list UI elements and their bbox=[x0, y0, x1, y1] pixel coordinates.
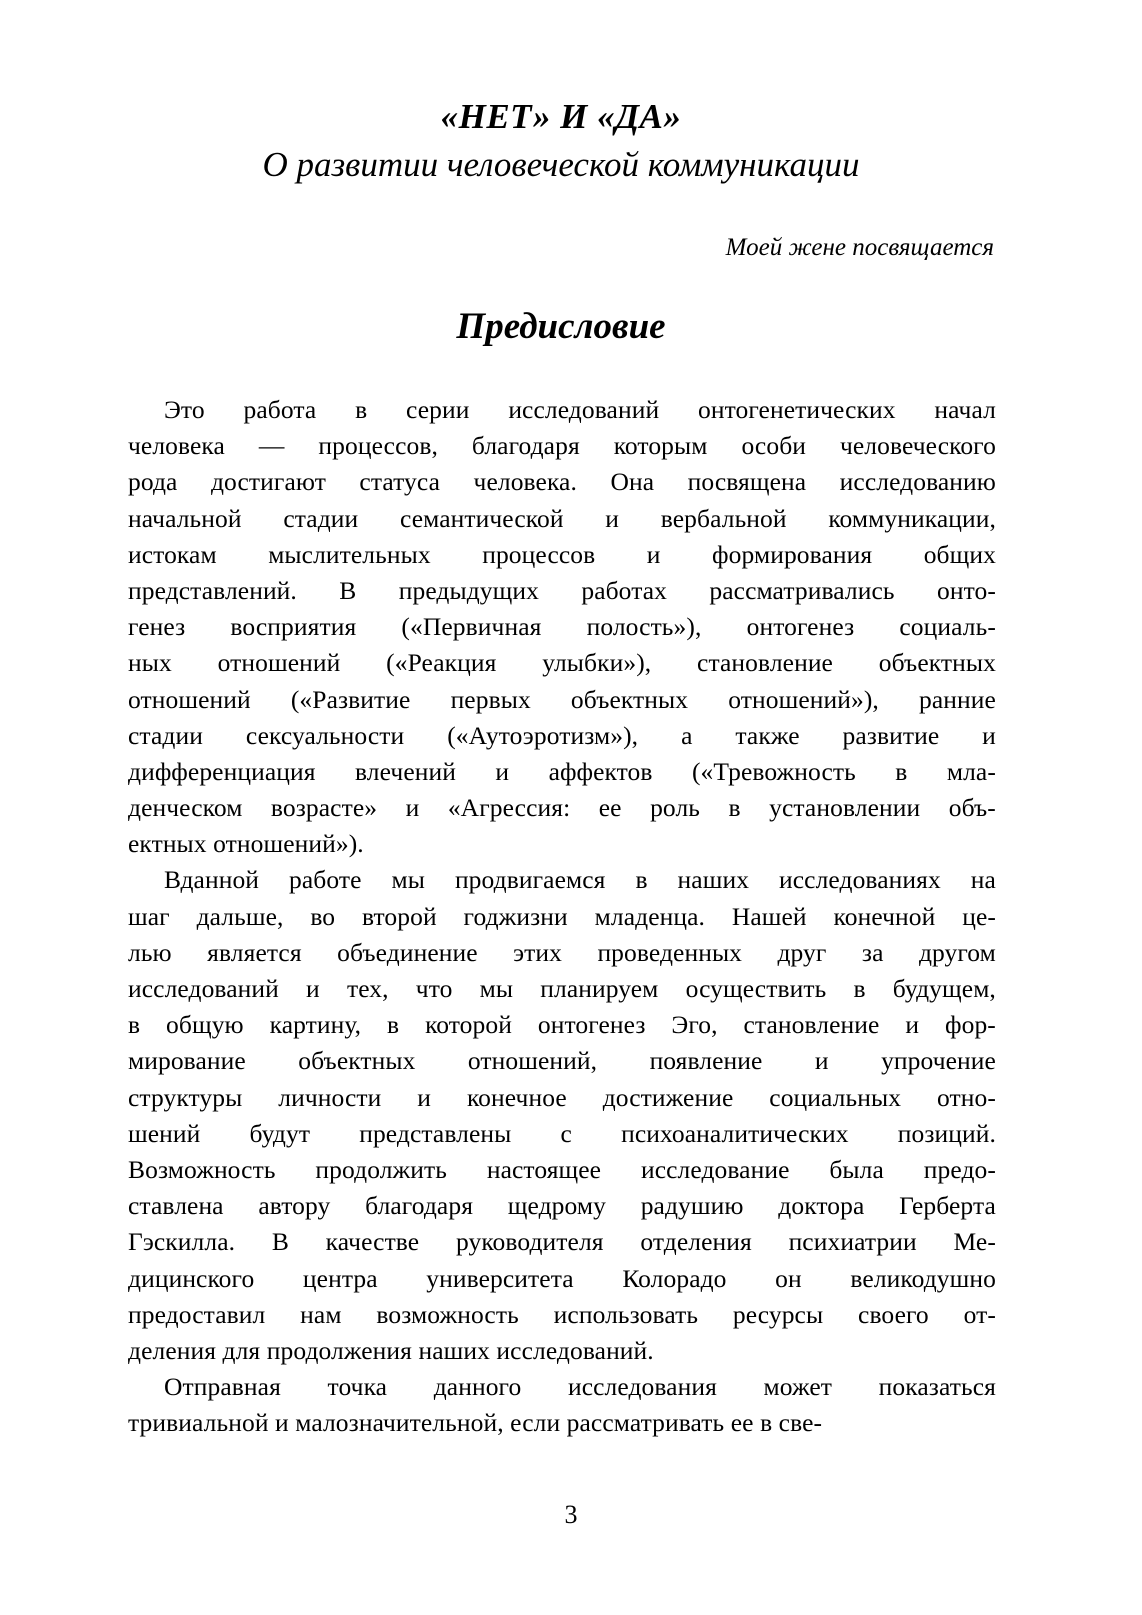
word: лью bbox=[128, 937, 172, 967]
word: ранние bbox=[919, 684, 996, 714]
word: продолжить bbox=[315, 1154, 447, 1184]
word: и bbox=[905, 1010, 920, 1040]
word: отношений bbox=[128, 684, 251, 714]
word: отношений»), bbox=[728, 684, 879, 714]
word: объектных bbox=[878, 648, 996, 678]
word: во bbox=[310, 901, 336, 931]
word: це- bbox=[962, 901, 996, 931]
word: исследований bbox=[128, 974, 279, 1003]
word: радушию bbox=[640, 1191, 744, 1221]
word: ных bbox=[128, 648, 172, 678]
word: университета bbox=[426, 1263, 574, 1293]
text-line bbox=[128, 392, 996, 428]
word: аффектов bbox=[548, 756, 653, 786]
word: с bbox=[560, 1118, 572, 1148]
word: денческом bbox=[128, 793, 243, 823]
word: была bbox=[829, 1154, 884, 1184]
word: восприятия bbox=[230, 612, 357, 642]
word: благодаря bbox=[471, 431, 580, 461]
text-line bbox=[128, 1007, 996, 1043]
word: стадии bbox=[283, 503, 359, 533]
word: развитие bbox=[842, 720, 940, 750]
word: появление bbox=[649, 1046, 763, 1076]
word: и bbox=[417, 1082, 432, 1112]
word: общих bbox=[923, 539, 996, 569]
word: второй bbox=[361, 901, 437, 931]
word: показаться bbox=[878, 1372, 996, 1402]
page-number: 3 bbox=[564, 1500, 578, 1529]
word: онтогенез bbox=[746, 612, 855, 642]
word: в bbox=[635, 865, 648, 895]
text-line bbox=[128, 464, 996, 500]
word: этих bbox=[513, 937, 562, 967]
word: тех, bbox=[346, 974, 389, 1003]
word: В bbox=[271, 1227, 289, 1257]
word: работа bbox=[243, 395, 317, 424]
word: настоящее bbox=[486, 1154, 602, 1184]
word: своего bbox=[858, 1299, 929, 1329]
word: мирование bbox=[128, 1046, 246, 1076]
word: сексуальности bbox=[245, 720, 405, 750]
word: («Аутоэротизм»), bbox=[447, 720, 639, 750]
word: в bbox=[728, 793, 741, 823]
word: работе bbox=[289, 865, 362, 895]
text-line bbox=[128, 935, 996, 971]
word: руководителя bbox=[455, 1227, 604, 1257]
word: отделения bbox=[640, 1227, 752, 1257]
word: Герберта bbox=[899, 1191, 996, 1221]
word: отношений bbox=[217, 648, 341, 678]
word: предоставил bbox=[128, 1299, 266, 1329]
word: фор- bbox=[944, 1010, 996, 1040]
word: исследованиях bbox=[779, 865, 941, 895]
word: и bbox=[306, 974, 320, 1003]
page-subtitle: О развитии человеческой коммуникации bbox=[262, 145, 860, 185]
word: в bbox=[355, 395, 368, 424]
word: Нашей bbox=[731, 901, 807, 931]
word: которым bbox=[613, 431, 708, 461]
word: может bbox=[763, 1372, 833, 1402]
word: исследованию bbox=[839, 467, 996, 497]
word: другом bbox=[918, 937, 996, 967]
word: будущем, bbox=[892, 974, 996, 1003]
word: и bbox=[814, 1046, 829, 1076]
word: («Развитие bbox=[290, 684, 411, 714]
paragraph bbox=[128, 1369, 996, 1441]
word: («Первичная bbox=[401, 612, 542, 642]
word: шений bbox=[128, 1118, 201, 1148]
word: благодаря bbox=[365, 1191, 474, 1221]
word: в bbox=[387, 1010, 400, 1040]
word: Она bbox=[610, 467, 655, 497]
word: статуса bbox=[359, 467, 441, 497]
word: шаг bbox=[128, 901, 170, 931]
word: онто- bbox=[937, 575, 996, 605]
word: и bbox=[646, 539, 661, 569]
word: будут bbox=[249, 1118, 311, 1148]
word: структуры bbox=[128, 1082, 243, 1112]
paragraph bbox=[128, 392, 996, 862]
word: личности bbox=[278, 1082, 382, 1112]
text-line bbox=[128, 718, 996, 754]
text-line bbox=[128, 971, 996, 1007]
word: особи bbox=[741, 431, 807, 461]
word: достигают bbox=[210, 467, 326, 497]
title-block bbox=[128, 96, 994, 187]
word: стадии bbox=[128, 720, 203, 750]
word: истокам bbox=[128, 539, 217, 569]
word: становление bbox=[697, 648, 833, 678]
word: исследования bbox=[567, 1372, 717, 1402]
word: Это bbox=[164, 395, 205, 424]
word: младенца. bbox=[594, 901, 705, 931]
word: ставлена bbox=[128, 1191, 224, 1221]
word: человеческого bbox=[839, 431, 996, 461]
word: улыбки»), bbox=[542, 648, 652, 678]
body-copy bbox=[128, 392, 996, 1441]
text-line bbox=[128, 1297, 996, 1333]
word: Колорадо bbox=[622, 1263, 727, 1293]
word: автору bbox=[258, 1191, 331, 1221]
word: в bbox=[853, 974, 866, 1003]
text-line bbox=[128, 573, 996, 609]
word: он bbox=[775, 1263, 802, 1293]
word: Вданной bbox=[164, 865, 260, 895]
word: Гэскилла. bbox=[128, 1227, 236, 1257]
word: начальной bbox=[128, 503, 242, 533]
word: от- bbox=[963, 1299, 996, 1329]
word: начал bbox=[934, 395, 996, 424]
text-line: тривиальной и малозначительной, если рассматривать ее в све- bbox=[128, 1408, 823, 1438]
word: также bbox=[735, 720, 800, 750]
text-line bbox=[128, 1224, 996, 1260]
word: мы bbox=[479, 974, 514, 1003]
word: Эго, bbox=[671, 1010, 718, 1040]
section-heading: Предисловие bbox=[456, 306, 666, 347]
word: предо- bbox=[923, 1154, 996, 1184]
text-line bbox=[128, 1152, 996, 1188]
word: которой bbox=[425, 1010, 512, 1040]
text-line bbox=[128, 428, 996, 464]
word: процессов, bbox=[318, 431, 438, 461]
word: что bbox=[415, 974, 453, 1003]
word: исследований bbox=[508, 395, 660, 424]
text-line bbox=[128, 645, 996, 681]
word: друг bbox=[777, 937, 827, 967]
word: на bbox=[970, 865, 996, 895]
word: и bbox=[605, 503, 620, 533]
word: возрасте» bbox=[270, 793, 378, 823]
word: является bbox=[207, 937, 302, 967]
word: коммуникации, bbox=[828, 503, 996, 533]
word: планируем bbox=[540, 974, 659, 1003]
word: проведенных bbox=[597, 937, 743, 967]
word: объ- bbox=[948, 793, 996, 823]
word: работах bbox=[581, 575, 668, 605]
word: в bbox=[128, 1010, 141, 1040]
word: социальных bbox=[769, 1082, 902, 1112]
word: психоаналитических bbox=[621, 1118, 849, 1148]
word: дицинского bbox=[128, 1263, 255, 1293]
word: дифференциация bbox=[128, 756, 316, 786]
word: рассматривались bbox=[709, 575, 895, 605]
word: первых bbox=[450, 684, 531, 714]
word: Отправная bbox=[164, 1372, 281, 1402]
word: а bbox=[681, 720, 693, 750]
word: данного bbox=[433, 1372, 522, 1402]
word: и bbox=[495, 756, 510, 786]
text-line bbox=[128, 501, 996, 537]
word: качестве bbox=[325, 1227, 420, 1257]
word: рода bbox=[128, 467, 178, 497]
word: формирования bbox=[712, 539, 873, 569]
word: точка bbox=[327, 1372, 388, 1402]
word: — bbox=[258, 431, 285, 461]
word: конечной bbox=[833, 901, 936, 931]
text-line bbox=[128, 1080, 996, 1116]
text-line bbox=[128, 754, 996, 790]
word: установлении bbox=[769, 793, 921, 823]
word: и bbox=[405, 793, 420, 823]
word: годжизни bbox=[463, 901, 568, 931]
text-line bbox=[128, 862, 996, 898]
word: исследование bbox=[640, 1154, 790, 1184]
word: семантической bbox=[400, 503, 564, 533]
text-line bbox=[128, 682, 996, 718]
word: онтогенез bbox=[537, 1010, 646, 1040]
word: мы bbox=[391, 865, 425, 895]
word: В bbox=[339, 575, 357, 605]
word: психиатрии bbox=[788, 1227, 917, 1257]
word: за bbox=[861, 937, 884, 967]
word: («Реакция bbox=[386, 648, 497, 678]
word: возможность bbox=[376, 1299, 519, 1329]
word: великодушно bbox=[850, 1263, 996, 1293]
word: мыслительных bbox=[268, 539, 431, 569]
word: становление bbox=[743, 1010, 880, 1040]
word: человека. bbox=[473, 467, 577, 497]
word: Возможность bbox=[128, 1154, 276, 1184]
word: объектных bbox=[298, 1046, 416, 1076]
word: нам bbox=[300, 1299, 342, 1329]
text-line bbox=[128, 899, 996, 935]
word: роль bbox=[650, 793, 700, 823]
word: щедрому bbox=[507, 1191, 606, 1221]
word: дальше, bbox=[196, 901, 284, 931]
word: в bbox=[895, 756, 908, 786]
word: позиций. bbox=[897, 1118, 996, 1148]
text-line bbox=[128, 1116, 996, 1152]
text-line bbox=[128, 537, 996, 573]
word: посвящена bbox=[687, 467, 807, 497]
text-line bbox=[128, 1369, 996, 1405]
word: человека bbox=[128, 431, 225, 461]
text-line bbox=[128, 609, 996, 645]
text-line bbox=[128, 1188, 996, 1224]
word: вербальной bbox=[660, 503, 787, 533]
word: доктора bbox=[778, 1191, 865, 1221]
word: отношений, bbox=[467, 1046, 598, 1076]
word: использовать bbox=[553, 1299, 699, 1329]
word: полость»), bbox=[586, 612, 702, 642]
word: влечений bbox=[355, 756, 456, 786]
word: ее bbox=[598, 793, 622, 823]
word: продвигаемся bbox=[454, 865, 606, 895]
word: и bbox=[982, 720, 996, 750]
word: объединение bbox=[337, 937, 478, 967]
word: серии bbox=[406, 395, 470, 424]
text-line bbox=[128, 1043, 996, 1079]
word: («Тревожность bbox=[691, 756, 856, 786]
word: Ме- bbox=[953, 1227, 996, 1257]
word: конечное bbox=[466, 1082, 567, 1112]
word: процессов bbox=[482, 539, 596, 569]
word: осуществить bbox=[685, 974, 827, 1003]
word: социаль- bbox=[899, 612, 996, 642]
word: центра bbox=[302, 1263, 378, 1293]
word: генез bbox=[128, 612, 186, 642]
word: представлений. bbox=[128, 575, 297, 605]
text-line: ектных отношений»). bbox=[128, 829, 364, 859]
word: общую bbox=[166, 1010, 244, 1040]
word: предыдущих bbox=[398, 575, 539, 605]
text-line bbox=[128, 790, 996, 826]
dedication-line: Моей жене посвящается bbox=[725, 234, 994, 261]
word: объектных bbox=[570, 684, 689, 714]
word: представлены bbox=[359, 1118, 512, 1148]
word: онтогенетических bbox=[697, 395, 896, 424]
paragraph bbox=[128, 862, 996, 1369]
word: «Агрессия: bbox=[447, 793, 571, 823]
word: достижение bbox=[602, 1082, 734, 1112]
text-line: деления для продолжения наших исследований. bbox=[128, 1335, 654, 1365]
page-title: «НЕТ» И «ДА» bbox=[440, 97, 682, 136]
word: картину, bbox=[269, 1010, 362, 1040]
word: отно- bbox=[936, 1082, 996, 1112]
word: ресурсы bbox=[732, 1299, 824, 1329]
word: наших bbox=[677, 865, 750, 895]
text-line bbox=[128, 1261, 996, 1297]
word: упрочение bbox=[881, 1046, 996, 1076]
word: мла- bbox=[946, 756, 996, 786]
